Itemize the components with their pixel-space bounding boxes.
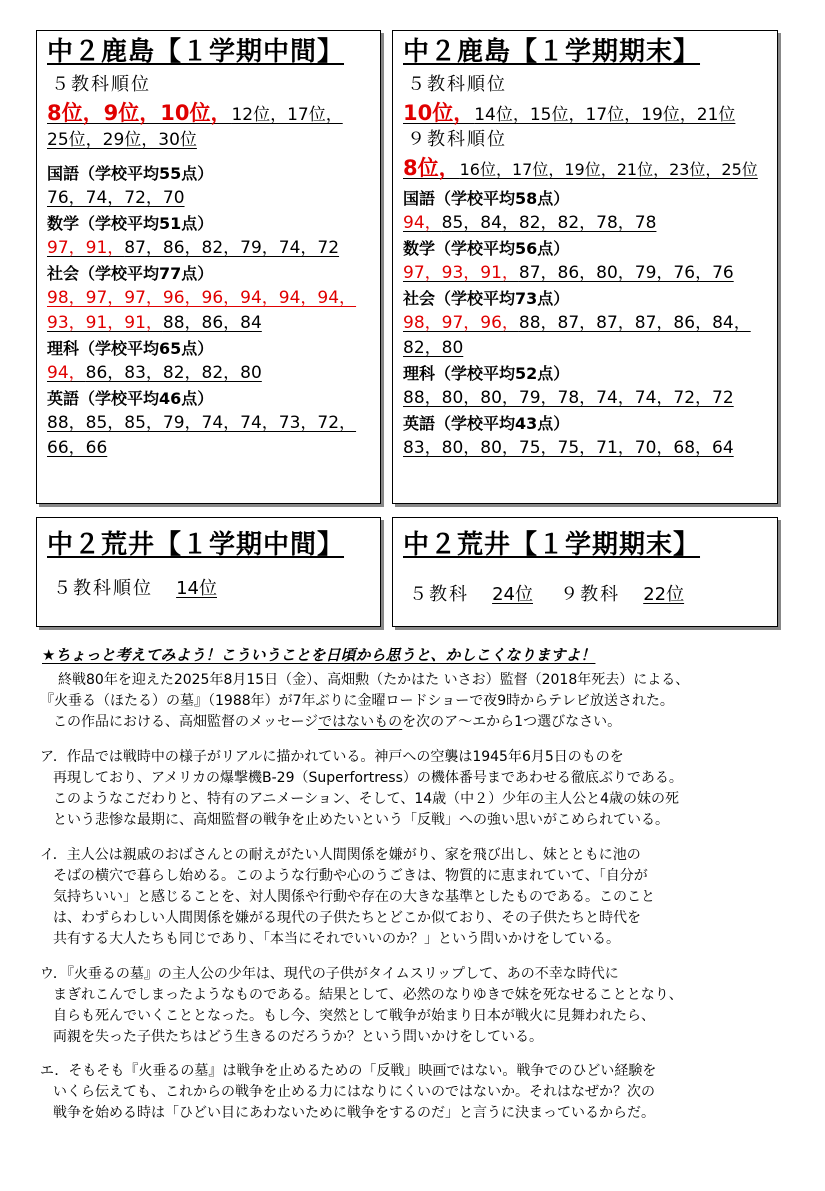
intro-question-a: この作品における、高畑監督のメッセージ bbox=[53, 714, 319, 730]
option-e-line: エ．そもそも『火垂るの墓』は戦争を止めるための「反戦」映画ではない。戦争でのひどい経験を bbox=[40, 1063, 657, 1079]
shakai-heading: 社会（学校平均73点） bbox=[403, 289, 570, 308]
rika-scores: 88，80，80，79，78，74，74，72，72 bbox=[403, 388, 734, 408]
shakai-scores-cont: 82，80 bbox=[403, 338, 464, 358]
arai-final-box bbox=[392, 517, 778, 627]
sugaku-heading: 数学（学校平均51点） bbox=[47, 214, 214, 233]
kokugo-other-scores: 85，84，82，82，78，78 bbox=[441, 213, 657, 233]
five-subject-rank-label: ５教科順位 bbox=[51, 74, 151, 95]
option-u-line: まぎれこんでしまったようなものである。結果として、必然のなりゆきで妹を死なせることとなり、 bbox=[53, 987, 683, 1003]
option-e-line: 戦争を始める時は「ひどい目にあわないために戦争をするのだ」と言うに決まっているからだ。 bbox=[53, 1105, 655, 1121]
shakai-other-scores: 88，87，87，87，86，84， bbox=[518, 313, 751, 333]
kokugo-heading: 国語（学校平均55点） bbox=[47, 164, 214, 183]
option-a bbox=[40, 747, 790, 831]
kashima-midterm-box bbox=[36, 30, 381, 504]
five-subject-ranks bbox=[403, 101, 767, 128]
option-i-line: 気持ちいい」と感じることを、対人関係や行動や存在の大きな基準としたものである。このこと bbox=[53, 889, 655, 905]
kashima-final-box bbox=[392, 30, 778, 504]
five-subject-label: ５教科 bbox=[409, 584, 469, 605]
eigo-scores-cont: 66，66 bbox=[47, 438, 108, 458]
option-e bbox=[40, 1061, 790, 1124]
sugaku-top-scores: 97，91， bbox=[47, 238, 125, 258]
top-ranks: 8位，9位，10位， bbox=[47, 101, 232, 125]
article-intro bbox=[40, 670, 790, 733]
sugaku-heading: 数学（学校平均56点） bbox=[403, 239, 570, 258]
nine-subject-rank: 22位 bbox=[643, 584, 685, 605]
other-ranks: 12位，17位， bbox=[231, 105, 343, 125]
kokugo-heading: 国語（学校平均58点） bbox=[403, 189, 570, 208]
shakai-top-scores-cont: 93，91，91， bbox=[47, 313, 163, 333]
intro-line: 終戦80年を迎えた2025年8月15日（金）、高畑勲（たかはた いさお）監督（2018年死去）による、 bbox=[58, 672, 690, 688]
eigo-heading: 英語（学校平均43点） bbox=[403, 414, 570, 433]
arai-midterm-box bbox=[36, 517, 381, 627]
option-u bbox=[40, 964, 790, 1048]
shakai-top-scores: 98，97，96， bbox=[403, 313, 519, 333]
intro-question bbox=[40, 712, 790, 733]
nine-subject-label: ９教科 bbox=[560, 584, 621, 605]
sugaku-scores bbox=[403, 261, 767, 286]
shakai-scores-cont bbox=[47, 311, 370, 336]
rika-scores bbox=[47, 361, 370, 386]
option-a-line: という悲惨な最期に、高畑監督の戦争を止めたいという「反戦」への強い思いがこめられている。 bbox=[53, 812, 669, 828]
shakai-top-scores: 98，97，97，96，96，94，94，94， bbox=[47, 288, 357, 308]
arai-midterm-rank-row bbox=[47, 574, 370, 601]
shakai-other-scores: 88，86，84 bbox=[162, 313, 262, 333]
rika-other-scores: 86，83，82，82，80 bbox=[85, 363, 262, 383]
option-a-line: 再現しており、アメリカの爆撃機B-29（Superfortress）の機体番号まであわせる徹底ぶりである。 bbox=[53, 770, 683, 786]
kashima-midterm-title: 中２鹿島【１学期中間】 bbox=[47, 37, 345, 67]
sugaku-other-scores: 87，86，82，79，74，72 bbox=[124, 238, 340, 258]
eigo-scores: 88，85，85，79，74，74，73，72， bbox=[47, 413, 357, 433]
other-ranks-nine: 16位，17位，19位，21位，23位，25位 bbox=[459, 160, 758, 179]
top-rank: 10位， bbox=[403, 101, 475, 125]
arai-midterm-title: 中２荒井【１学期中間】 bbox=[47, 530, 345, 560]
top-rank-nine: 8位， bbox=[403, 156, 460, 180]
other-ranks: 14位，15位，17位，19位，21位 bbox=[474, 105, 736, 125]
option-i-line: そばの横穴で暮らし始める。このような行動や心のうごきは、物質的に恵まれていて、「自分が bbox=[53, 868, 648, 884]
nine-subject-ranks bbox=[403, 156, 767, 182]
option-i-line: イ．主人公は親戚のおばさんとの耐えがたい人間関係を嫌がり、家を飛び出し、妹とともに池の bbox=[40, 847, 641, 863]
kokugo-top-score: 94， bbox=[403, 213, 442, 233]
sugaku-other-scores: 87，86，80，79，76，76 bbox=[518, 263, 734, 283]
option-a-line: ア．作品では戦時中の様子がリアルに描かれている。神戸への空襲は1945年6月5日のものを bbox=[40, 749, 624, 765]
five-subject-rank-label: ５教科順位 bbox=[407, 74, 507, 95]
sugaku-scores bbox=[47, 236, 370, 261]
five-subject-rank-label: ５教科順位 bbox=[53, 578, 153, 599]
option-i-line: 共有する大人たちも同じであり、「本当にそれでいいのか？」という問いかけをしている。 bbox=[53, 931, 620, 947]
eigo-scores: 83，80，80，75，75，71，70，68，64 bbox=[403, 438, 734, 458]
five-subject-ranks-cont: 25位，29位，30位 bbox=[47, 130, 197, 150]
shakai-scores bbox=[403, 311, 767, 336]
option-u-line: 自らも死んでいくこととなった。もし今、突然として戦争が始まり日本が戦火に見舞われたら、 bbox=[53, 1008, 655, 1024]
five-subject-rank: 14位 bbox=[176, 578, 217, 599]
option-i-line: は、わずらわしい人間関係を嫌がる現代の子供たちとどこか似ており、その子供たちと時代を bbox=[53, 910, 641, 926]
nine-subject-rank-label: ９教科順位 bbox=[407, 129, 507, 150]
intro-question-emphasis: ではないもの bbox=[318, 714, 403, 730]
sugaku-top-scores: 97，93，91， bbox=[403, 263, 519, 283]
option-u-line: ウ．『火垂るの墓』の主人公の少年は、現代の子供がタイムスリップして、あの不幸な時代に bbox=[40, 966, 619, 982]
option-a-line: このようなこだわりと、特有のアニメーション、そして、14歳（中２）少年の主人公と4歳の妹の死 bbox=[53, 791, 680, 807]
rika-heading: 理科（学校平均52点） bbox=[403, 364, 570, 383]
intro-question-b: を次のア～エから1つ選びなさい。 bbox=[402, 714, 622, 730]
rika-top-score: 94， bbox=[47, 363, 86, 383]
rika-heading: 理科（学校平均65点） bbox=[47, 339, 214, 358]
kashima-final-title: 中２鹿島【１学期期末】 bbox=[403, 37, 701, 67]
shakai-heading: 社会（学校平均77点） bbox=[47, 264, 214, 283]
intro-line: 『火垂る（ほたる）の墓』（1988年）が7年ぶりに金曜ロードショーで夜9時からテレビ放送された。 bbox=[40, 693, 674, 709]
option-e-line: いくら伝えても、これからの戦争を止める力にはなりにくいのではないか。それはなぜか？次の bbox=[53, 1084, 655, 1100]
arai-final-rank-row bbox=[403, 580, 767, 607]
kokugo-scores: 76，74，72，70 bbox=[47, 188, 185, 208]
five-subject-ranks bbox=[47, 101, 370, 128]
arai-final-title: 中２荒井【１学期期末】 bbox=[403, 530, 701, 560]
article-heading: ★ちょっと考えてみよう！こういうことを日頃から思うと、かしこくなりますよ！ bbox=[42, 646, 596, 664]
kokugo-scores bbox=[403, 211, 767, 236]
five-subject-rank: 24位 bbox=[492, 584, 533, 605]
option-i bbox=[40, 845, 790, 950]
eigo-heading: 英語（学校平均46点） bbox=[47, 389, 214, 408]
option-u-line: 両親を失った子供たちはどう生きるのだろうか？という問いかけをしている。 bbox=[53, 1029, 543, 1045]
